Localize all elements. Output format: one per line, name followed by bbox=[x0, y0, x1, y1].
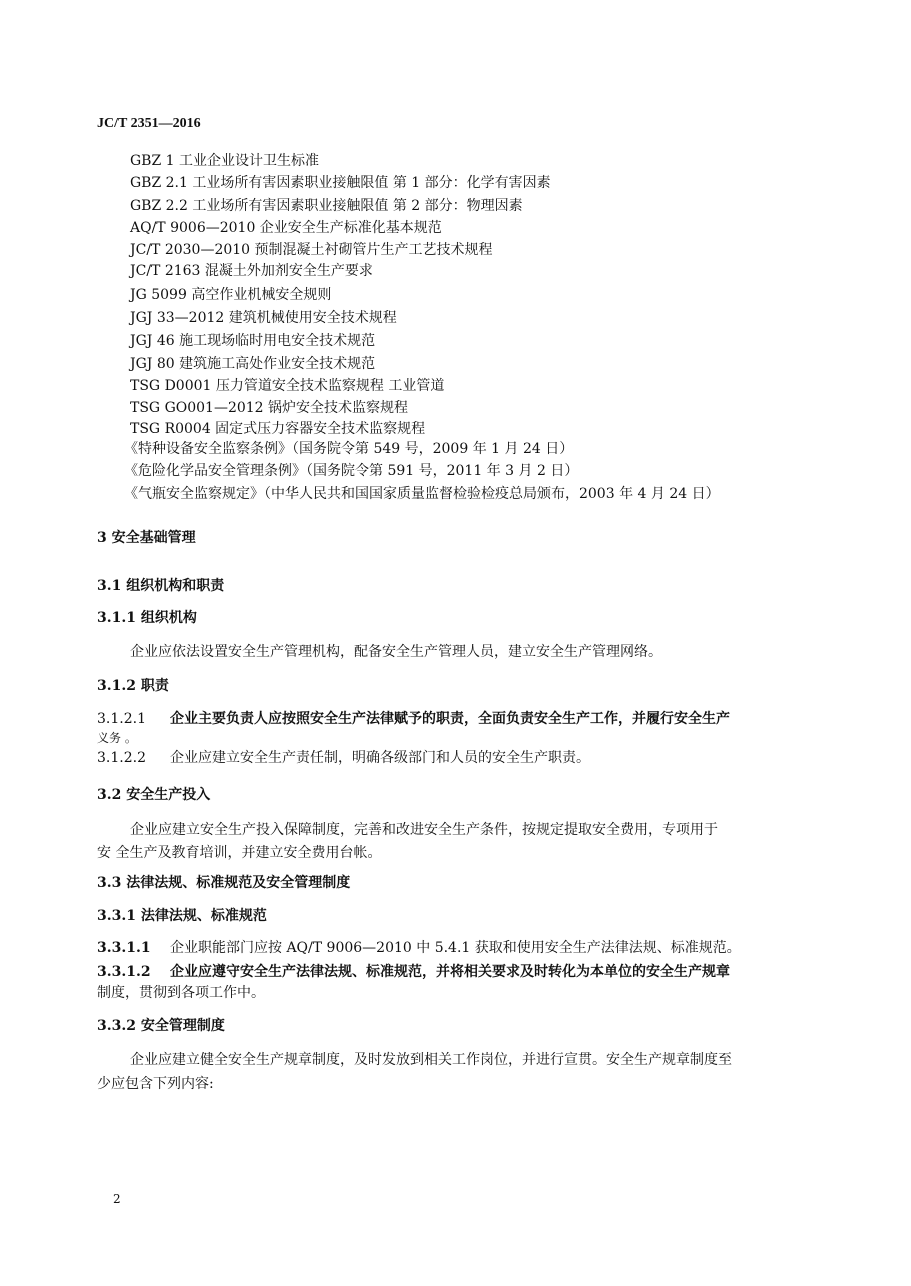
reference-item: GBZ 2.1 工业场所有害因素职业接触限值 第 1 部分：化学有害因素 bbox=[130, 175, 551, 191]
reference-item: AQ/T 9006—2010 企业安全生产标准化基本规范 bbox=[130, 220, 442, 236]
page-number: 2 bbox=[113, 1192, 121, 1206]
reference-item: JC/T 2030—2010 预制混凝土衬砌管片生产工艺技术规程 bbox=[130, 242, 493, 258]
section-heading-3: 3 安全基础管理 bbox=[97, 530, 196, 546]
paragraph-3-3-2-continued: 少应包含下列内容: bbox=[97, 1076, 214, 1092]
clause-number: 3.3.1.2 bbox=[97, 964, 151, 980]
clause-text: 企业应建立安全生产责任制，明确各级部门和人员的安全生产职责。 bbox=[170, 750, 590, 766]
section-heading-3-1-2: 3.1.2 职责 bbox=[97, 678, 169, 694]
reference-item: JGJ 80 建筑施工高处作业安全技术规范 bbox=[130, 356, 376, 372]
section-heading-3-2: 3.2 安全生产投入 bbox=[97, 787, 211, 803]
reference-item: GBZ 1 工业企业设计卫生标准 bbox=[130, 153, 320, 169]
reference-item: TSG D0001 压力管道安全技术监察规程 工业管道 bbox=[130, 378, 445, 394]
paragraph-3-1-1: 企业应依法设置安全生产管理机构，配备安全生产管理人员，建立安全生产管理网络。 bbox=[130, 644, 662, 660]
clause-text: 企业主要负责人应按照安全生产法律赋予的职责，全面负责安全生产工作，并履行安全生产 bbox=[170, 711, 730, 727]
clause-text-continued: 义务 。 bbox=[97, 731, 137, 745]
paragraph-3-2-continued: 安 全生产及教育培训，并建立安全费用台帐。 bbox=[97, 845, 382, 861]
paragraph-3-2: 企业应建立安全生产投入保障制度，完善和改进安全生产条件，按规定提取安全费用，专项用于 bbox=[130, 822, 718, 838]
paragraph-3-3-2: 企业应建立健全安全生产规章制度，及时发放到相关工作岗位，并进行宣贯。安全生产规章制度至 bbox=[130, 1052, 732, 1068]
reference-item: TSG GO001—2012 锅炉安全技术监察规程 bbox=[130, 400, 409, 416]
clause-text: 企业职能部门应按 AQ/T 9006—2010 中 5.4.1 获取和使用安全生产法律法规、标准规范。 bbox=[170, 940, 741, 956]
section-heading-3-1-1: 3.1.1 组织机构 bbox=[97, 610, 197, 626]
reference-item: TSG R0004 固定式压力容器安全技术监察规程 bbox=[130, 421, 426, 437]
clause-number: 3.1.2.1 bbox=[97, 711, 146, 727]
clause-text: 企业应遵守安全生产法律法规、标准规范，并将相关要求及时转化为本单位的安全生产规章 bbox=[170, 964, 730, 980]
reference-item: JC/T 2163 混凝土外加剂安全生产要求 bbox=[130, 263, 373, 279]
reference-item: JGJ 33—2012 建筑机械使用安全技术规程 bbox=[130, 310, 397, 326]
standard-code-header: JC/T 2351—2016 bbox=[97, 116, 201, 131]
regulation-item: 《特种设备安全监察条例》（国务院令第 549 号，2009 年 1 月 24 日） bbox=[124, 441, 574, 457]
reference-item: JGJ 46 施工现场临时用电安全技术规范 bbox=[130, 333, 376, 349]
reference-item: GBZ 2.2 工业场所有害因素职业接触限值 第 2 部分：物理因素 bbox=[130, 198, 523, 214]
clause-number: 3.1.2.2 bbox=[97, 750, 146, 766]
section-heading-3-1: 3.1 组织机构和职责 bbox=[97, 578, 225, 594]
reference-item: JG 5099 高空作业机械安全规则 bbox=[130, 287, 332, 303]
section-heading-3-3: 3.3 法律法规、标准规范及安全管理制度 bbox=[97, 875, 351, 891]
clause-text-continued: 制度，贯彻到各项工作中。 bbox=[97, 985, 265, 1001]
clause-number: 3.3.1.1 bbox=[97, 940, 151, 956]
section-heading-3-3-1: 3.3.1 法律法规、标准规范 bbox=[97, 908, 267, 924]
regulation-item: 《危险化学品安全管理条例》（国务院令第 591 号，2011 年 3 月 2 日） bbox=[124, 463, 579, 479]
section-heading-3-3-2: 3.3.2 安全管理制度 bbox=[97, 1018, 225, 1034]
regulation-item: 《气瓶安全监察规定》（中华人民共和国国家质量监督检验检疫总局颁布，2003 年 4 月 24 日） bbox=[124, 486, 720, 502]
